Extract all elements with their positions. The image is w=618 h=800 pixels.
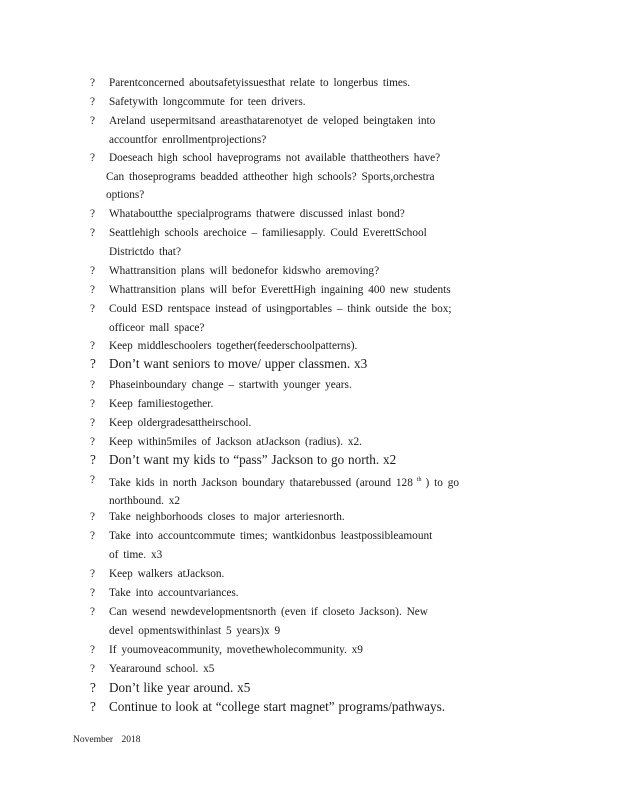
bullet-marker: ? bbox=[90, 663, 96, 675]
bullet-text-line: If youmoveacommunity, movethewholecommunity. x9 bbox=[109, 644, 363, 656]
bullet-marker: ? bbox=[90, 303, 96, 315]
bullet-marker: ? bbox=[90, 452, 96, 467]
bullet-item bbox=[90, 337, 540, 356]
footer-date: November 2018 bbox=[73, 735, 141, 745]
bullet-marker: ? bbox=[90, 115, 96, 127]
bullet-marker: ? bbox=[90, 265, 96, 277]
bullet-text-line: Don’t want my kids to “pass” Jackson to go north. x2 bbox=[109, 452, 397, 467]
bullet-text-line: Keep within5miles of Jackson atJackson (radius). x2. bbox=[109, 436, 362, 448]
bullet-marker: ? bbox=[90, 356, 96, 371]
bullet-text-line: Don’t like year around. x5 bbox=[109, 680, 251, 695]
bullet-item bbox=[90, 660, 540, 679]
bullet-marker: ? bbox=[90, 398, 96, 410]
bullet-text-line: Take neighborhoods closes to major arteriesnorth. bbox=[109, 511, 345, 523]
bullet-text-line: Safetywith longcommute for teen drivers. bbox=[109, 96, 306, 108]
bullet-item bbox=[90, 281, 540, 300]
bullet-text-line: Parentconcerned aboutsafetyissuesthat relate to longerbus times. bbox=[109, 77, 411, 89]
bullet-marker: ? bbox=[90, 340, 96, 352]
bullet-marker: ? bbox=[90, 227, 96, 239]
bullet-text-line: Seattlehigh schools arechoice – familiesapply. Could EverettSchool bbox=[109, 227, 427, 239]
bullet-item bbox=[90, 376, 540, 395]
bullet-item bbox=[90, 93, 540, 112]
bullet-text-line: Whataboutthe specialprograms thatwere discussed inlast bond? bbox=[109, 208, 405, 220]
bullet-text-line: officeor mall space? bbox=[109, 321, 205, 334]
bullet-text-line: Keep walkers atJackson. bbox=[109, 568, 225, 580]
bullet-marker: ? bbox=[90, 208, 96, 220]
bullet-text-line: Take kids in north Jackson boundary thatarebussed (around 128 $^{th}$ ) to go bbox=[109, 476, 460, 489]
bullet-item bbox=[90, 414, 540, 433]
bullet-item bbox=[90, 679, 540, 698]
bullet-text-line: accountfor enrollmentprojections? bbox=[109, 133, 267, 146]
bullet-item bbox=[90, 112, 540, 149]
bullet-item bbox=[90, 433, 540, 452]
bullet-item bbox=[90, 641, 540, 660]
bullet-marker: ? bbox=[90, 606, 96, 618]
bullet-text-line: Yeararound school. x5 bbox=[109, 663, 215, 675]
bullet-marker: ? bbox=[90, 511, 96, 523]
bullet-text-line: Phaseinboundary change – startwith younger years. bbox=[109, 379, 352, 391]
bullet-marker: ? bbox=[90, 284, 96, 296]
bullet-text-line: Whattransition plans will bedonefor kidswho aremoving? bbox=[109, 265, 380, 277]
bullet-marker: ? bbox=[90, 379, 96, 391]
bullet-item bbox=[90, 300, 540, 337]
bullet-text-line: Could ESD rentspace instead of usingportables – think outside the box; bbox=[109, 303, 452, 315]
bullet-text-line: Can thoseprograms beadded attheother high schools? Sports,orchestra bbox=[106, 170, 435, 183]
bullet-marker: ? bbox=[90, 699, 96, 714]
bullet-text-line: Continue to look at “college start magnet” programs/pathways. bbox=[109, 699, 446, 714]
bullet-text-line: Don’t want seniors to move/ upper classmen. x3 bbox=[109, 356, 368, 371]
bullet-marker: ? bbox=[90, 436, 96, 448]
bullet-text-line: Doeseach high school haveprograms not available thattheothers have? bbox=[109, 152, 441, 164]
bullet-item bbox=[90, 149, 540, 205]
bullet-marker: ? bbox=[90, 587, 96, 599]
bullet-marker: ? bbox=[90, 644, 96, 656]
bullet-marker: ? bbox=[90, 417, 96, 429]
bullet-item bbox=[90, 74, 540, 93]
bullet-text-line: options? bbox=[106, 189, 145, 201]
bullet-text-line: Take into accountvariances. bbox=[109, 587, 239, 599]
bullet-marker: ? bbox=[90, 680, 96, 695]
bullet-marker: ? bbox=[90, 77, 96, 89]
bullet-text-line: Areland usepermitsand areasthatarenotyet de veloped beingtaken into bbox=[109, 115, 436, 127]
bullet-text-line: Whattransition plans will befor EverettHigh ingaining 400 new students bbox=[109, 284, 451, 296]
superscript: th bbox=[416, 477, 422, 483]
bullet-item bbox=[90, 262, 540, 281]
bullet-text-line: northbound. x2 bbox=[109, 495, 181, 508]
bullet-item bbox=[90, 584, 540, 603]
bullet-text-line: devel opmentswithinlast 5 years)x 9 bbox=[109, 624, 281, 637]
bullet-text-line: of time. x3 bbox=[109, 548, 163, 561]
bullet-text-line: Take into accountcommute times; wantkidonbus leastpossibleamount bbox=[109, 530, 433, 542]
bullet-item bbox=[90, 603, 540, 640]
bullet-text-line: Can wesend newdevelopmentsnorth (even if closeto Jackson). New bbox=[109, 606, 428, 618]
bullet-item bbox=[90, 565, 540, 584]
bullet-marker: ? bbox=[90, 96, 96, 108]
bullet-text-continuation: ) to go bbox=[425, 476, 460, 489]
bullet-marker: ? bbox=[90, 474, 96, 486]
bullet-item bbox=[90, 451, 540, 470]
bullet-text-line: Keep familiestogether. bbox=[109, 398, 214, 410]
bullet-marker: ? bbox=[90, 568, 96, 580]
bullet-item bbox=[90, 205, 540, 224]
bullet-item bbox=[90, 508, 540, 527]
bullet-item bbox=[90, 395, 540, 414]
bullet-item bbox=[90, 224, 540, 261]
bullet-item bbox=[90, 471, 540, 511]
bullet-text-line: Keep middleschoolers together(feederschoolpatterns). bbox=[109, 340, 358, 352]
bullet-item bbox=[90, 527, 540, 564]
bullet-text-line: Keep oldergradesattheirschool. bbox=[109, 417, 252, 429]
bullet-marker: ? bbox=[90, 152, 96, 164]
bullet-item bbox=[90, 698, 540, 717]
bullet-marker: ? bbox=[90, 530, 96, 542]
bullet-text-line: Districtdo that? bbox=[109, 245, 181, 258]
bullet-item bbox=[90, 355, 540, 374]
